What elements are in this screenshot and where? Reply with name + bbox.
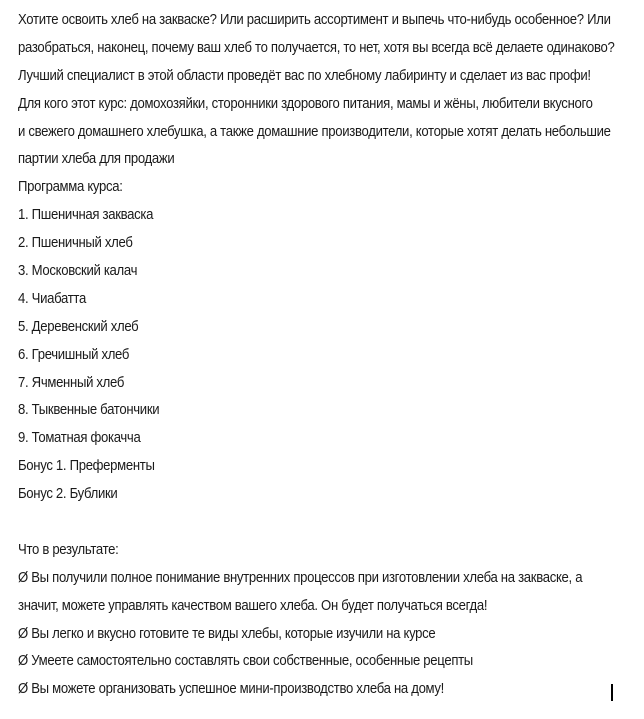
program-item: 7. Ячменный хлеб: [18, 374, 125, 391]
program-section: [18, 174, 623, 509]
results-section: [18, 537, 623, 704]
program-bonus-item: Бонус 1. Преферменты: [18, 458, 155, 475]
program-heading: Программа курса:: [18, 179, 123, 196]
results-line: Ø Умеете самостоятельно составлять свои собственные, особенные рецепты: [18, 653, 473, 670]
program-item: 2. Пшеничный хлеб: [18, 235, 133, 252]
program-item: 1. Пшеничная закваска: [18, 207, 154, 224]
program-item: 9. Томатная фокачча: [18, 430, 141, 447]
intro-line: Хотите освоить хлеб на закваске? Или расширить ассортимент и выпечь что-нибудь особенное? Или: [18, 12, 611, 28]
intro-line: разобраться, наконец, почему ваш хлеб то получается, то нет, хотя вы всегда всё делаете одинаково?: [18, 39, 615, 56]
program-item: 4. Чиабатта: [18, 290, 86, 307]
intro-line: и свежего домашнего хлебушка, а также домашние производители, которые хотят делать небольшие: [18, 123, 611, 140]
results-line: Ø Вы можете организовать успешное мини-производство хлеба на дому!: [18, 681, 445, 698]
text-cursor: [611, 684, 613, 701]
program-bonus-item: Бонус 2. Бублики: [18, 486, 118, 503]
results-line: значит, можете управлять качеством вашего хлеба. Он будет получаться всегда!: [18, 597, 488, 614]
intro-line: Лучший специалист в этой области проведёт вас по хлебному лабиринту и сделает из вас профи!: [18, 67, 591, 84]
document-body: [18, 7, 623, 704]
results-line: Ø Вы получили полное понимание внутренних процессов при изготовлении хлеба на закваске, а: [18, 569, 583, 586]
results-line: Ø Вы легко и вкусно готовите те виды хлебы, которые изучили на курсе: [18, 625, 436, 642]
intro-line: Для кого этот курс: домохозяйки, сторонники здорового питания, мамы и жёны, любители вкусного: [18, 95, 593, 112]
program-item: 5. Деревенский хлеб: [18, 318, 139, 335]
program-item: 8. Тыквенные батончики: [18, 402, 160, 419]
intro-line: партии хлеба для продажи: [18, 151, 175, 168]
intro-paragraph: [18, 7, 623, 174]
program-item: 3. Московский калач: [18, 263, 138, 280]
empty-line: [18, 509, 623, 537]
results-heading: Что в результате:: [18, 541, 119, 558]
program-item: 6. Гречишный хлеб: [18, 346, 130, 363]
